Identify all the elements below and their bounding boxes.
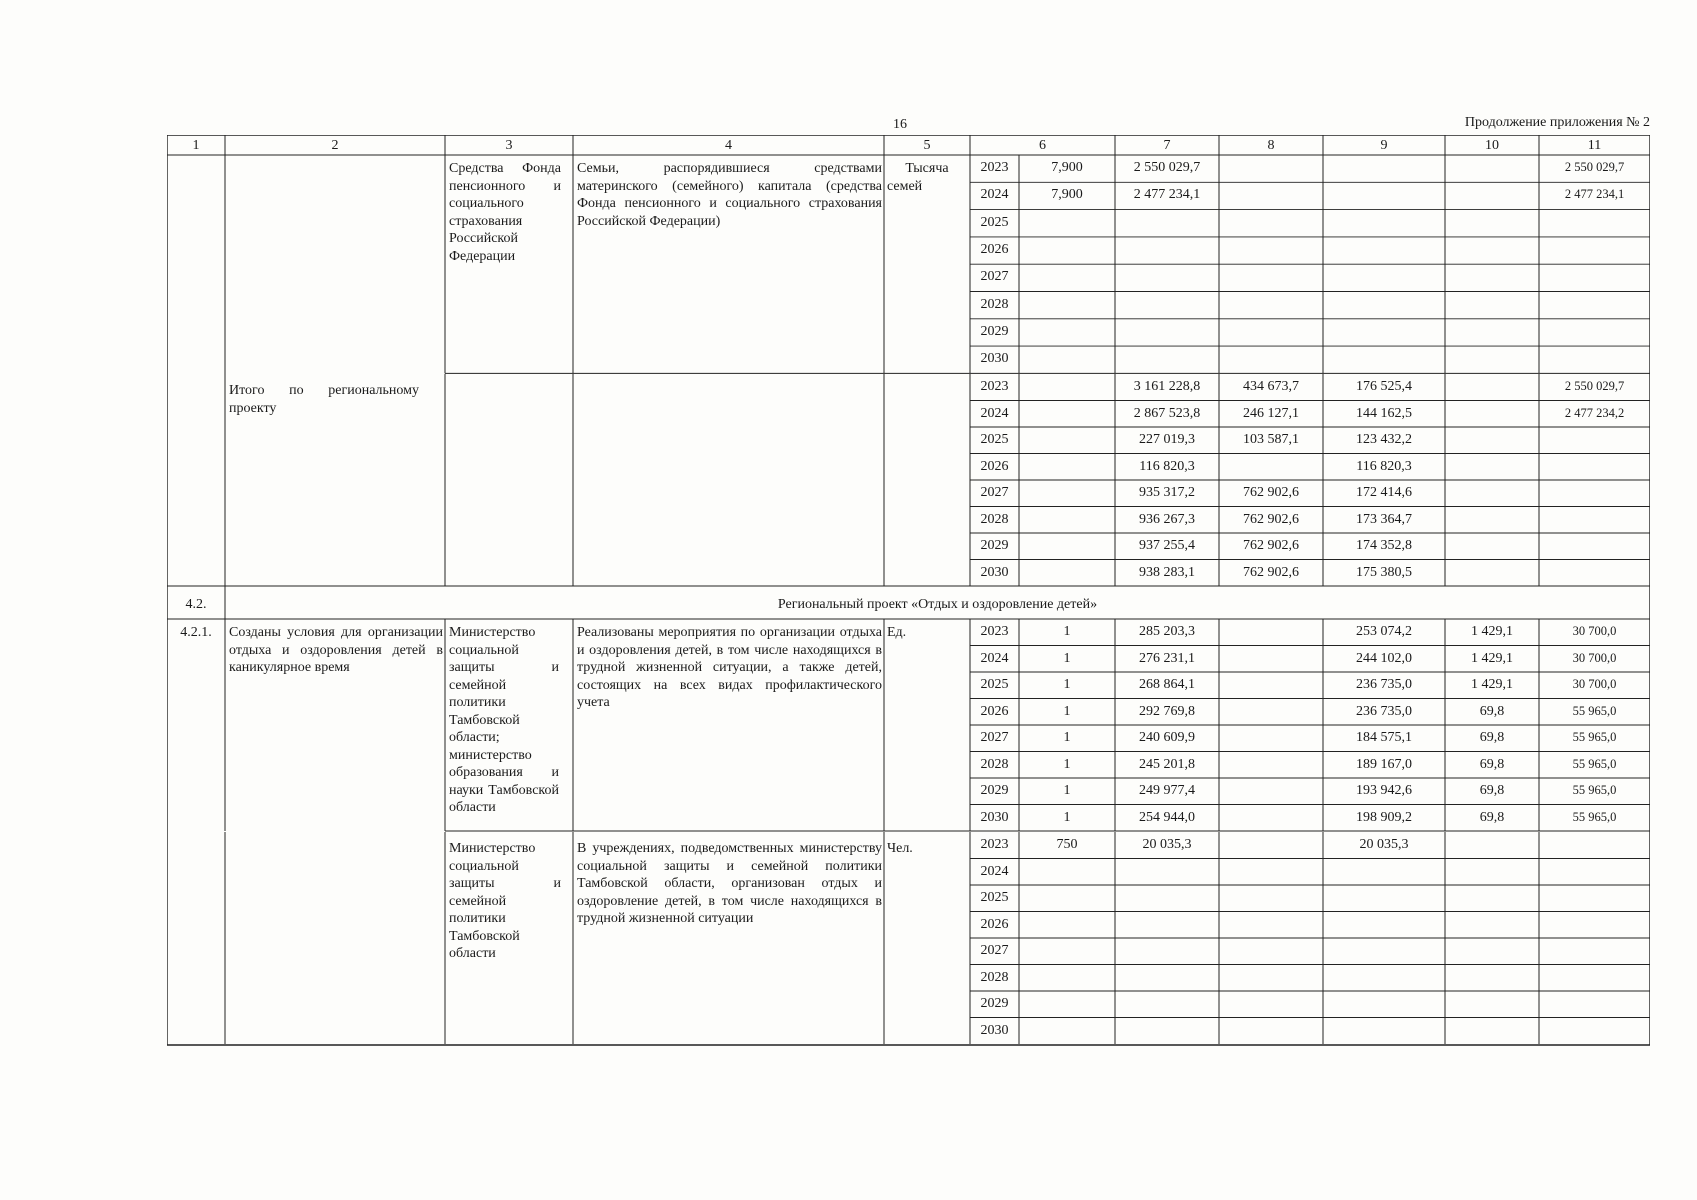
- value-cell-c7: 116 820,3: [1139, 458, 1195, 474]
- value-cell-c10: 69,8: [1479, 703, 1505, 719]
- value-cell-c8: 434 673,7: [1243, 379, 1299, 394]
- year-cell: 2023: [980, 837, 1009, 852]
- year-cell: 2025: [980, 432, 1009, 447]
- task-number: 4.2.1.: [180, 625, 212, 640]
- value-cell-c9: 20 035,3: [1359, 837, 1409, 852]
- header-col-8: 8: [1267, 138, 1275, 153]
- section-title: Региональный проект «Отдых и оздоровление детей»: [777, 597, 1098, 612]
- value-cell-c6: 1: [1063, 783, 1071, 798]
- rest-unit: Ед.: [887, 625, 907, 640]
- year-cell: 2027: [980, 943, 1009, 958]
- year-cell: 2026: [980, 916, 1009, 932]
- value-cell-c6: 1: [1063, 730, 1071, 745]
- header-col-11: 11: [1587, 138, 1602, 153]
- value-cell-c6: 1: [1063, 703, 1071, 719]
- value-cell-c6: 7,900: [1051, 187, 1083, 203]
- value-cell-c7: 935 317,2: [1139, 485, 1195, 500]
- header-col-9: 9: [1380, 138, 1388, 153]
- value-cell-c11: 30 700,0: [1572, 677, 1617, 691]
- value-cell-c7: 292 769,8: [1139, 703, 1195, 719]
- value-cell-c6: 1: [1063, 809, 1071, 825]
- value-cell-c11: 55 965,0: [1572, 730, 1617, 744]
- value-cell-c8: 762 902,6: [1243, 511, 1299, 527]
- table-grid-lines: [167, 135, 1650, 1052]
- value-cell-c7: 3 161 228,8: [1133, 379, 1201, 394]
- value-cell-c9: 116 820,3: [1356, 458, 1412, 474]
- value-cell-c8: 762 902,6: [1243, 485, 1299, 500]
- year-cell: 2023: [980, 624, 1009, 639]
- section-number: 4.2.: [185, 597, 207, 612]
- value-cell-c7: 2 477 234,1: [1133, 187, 1201, 203]
- value-cell-c9: 189 167,0: [1356, 756, 1412, 772]
- year-cell: 2026: [980, 703, 1009, 719]
- year-cell: 2024: [980, 863, 1009, 879]
- year-cell: 2023: [980, 379, 1009, 394]
- year-cell: 2024: [980, 405, 1009, 421]
- value-cell-c9: 253 074,2: [1356, 624, 1412, 639]
- rest-source: Министерство социальной защиты и семейной политики Тамбовской области; министерство образования и науки Тамбовской области: [449, 625, 559, 815]
- social-source: Министерство социальной защиты и семейной политики Тамбовской области: [449, 841, 561, 961]
- year-cell: 2025: [980, 890, 1009, 905]
- value-cell-c7: 2 867 523,8: [1133, 405, 1201, 421]
- year-cell: 2027: [980, 730, 1009, 745]
- value-cell-c11: 2 477 234,2: [1564, 405, 1625, 420]
- value-cell-c7: 20 035,3: [1142, 837, 1192, 852]
- value-cell-c11: 2 550 029,7: [1564, 160, 1625, 174]
- value-cell-c7: 938 283,1: [1139, 564, 1195, 580]
- value-cell-c9: 174 352,8: [1356, 538, 1412, 553]
- pension-fund-source: Средства Фонда пенсионного и социального страхования Российской Федерации: [449, 161, 561, 264]
- value-cell-c11: 55 965,0: [1572, 783, 1617, 797]
- rest-result: Реализованы мероприятия по организации отдыха и оздоровления детей, в том числе находящихся в трудной жизненной ситуации, а также детей, состоящих на всех видах профилактического учета: [577, 625, 882, 710]
- social-unit: Чел.: [887, 841, 913, 856]
- value-cell-c10: 1 429,1: [1471, 650, 1513, 666]
- value-cell-c10: 1 429,1: [1471, 677, 1513, 692]
- header-col-6: 6: [1039, 138, 1046, 153]
- value-cell-c7: 936 267,3: [1139, 511, 1195, 527]
- value-cell-c10: 69,8: [1479, 783, 1505, 798]
- year-cell: 2029: [980, 996, 1009, 1011]
- year-cell: 2025: [980, 214, 1009, 230]
- year-cell: 2029: [980, 783, 1009, 798]
- year-cell: 2029: [980, 323, 1009, 339]
- value-cell-c6: 7,900: [1051, 160, 1083, 175]
- year-cell: 2028: [980, 756, 1009, 772]
- year-cell: 2023: [980, 160, 1009, 175]
- value-cell-c7: 2 550 029,7: [1133, 160, 1201, 175]
- value-cell-c11: 55 965,0: [1572, 703, 1617, 718]
- regional-project-total-label: Итого по региональному проекту: [229, 383, 419, 416]
- header-col-10: 10: [1485, 138, 1499, 153]
- year-cell: 2030: [980, 1022, 1009, 1038]
- value-cell-c9: 144 162,5: [1356, 405, 1412, 421]
- value-cell-c9: 236 735,0: [1356, 703, 1412, 719]
- year-cell: 2025: [980, 677, 1009, 692]
- value-cell-c7: 249 977,4: [1139, 783, 1195, 798]
- value-cell-c7: 227 019,3: [1139, 432, 1195, 447]
- header-col-1: 1: [192, 138, 200, 153]
- year-cell: 2030: [980, 809, 1009, 825]
- page-number: 16: [893, 117, 907, 132]
- value-cell-c9: 172 414,6: [1356, 485, 1412, 500]
- value-cell-c11: 55 965,0: [1572, 756, 1617, 771]
- year-cell: 2029: [980, 538, 1009, 553]
- header-col-2: 2: [331, 138, 339, 153]
- value-cell-c9: 198 909,2: [1356, 809, 1412, 825]
- header-col-7: 7: [1163, 138, 1171, 153]
- header-col-5: 5: [923, 138, 931, 153]
- value-cell-c7: 240 609,9: [1139, 730, 1195, 745]
- year-cell: 2026: [980, 458, 1009, 474]
- value-cell-c7: 937 255,4: [1139, 538, 1195, 553]
- pension-fund-unit: Тысяча семей: [887, 161, 949, 194]
- pension-fund-result: Семьи, распорядившиеся средствами материнского (семейного) капитала (средства Фонда пенсионного и социального страхования Российской Федерации): [577, 161, 882, 229]
- value-cell-c7: 268 864,1: [1139, 677, 1195, 692]
- value-cell-c8: 762 902,6: [1243, 538, 1299, 553]
- year-cell: 2028: [980, 969, 1009, 985]
- value-cell-c11: 30 700,0: [1572, 650, 1617, 665]
- value-cell-c6: 1: [1063, 624, 1071, 639]
- year-cell: 2027: [980, 485, 1009, 500]
- value-cell-c10: 1 429,1: [1471, 624, 1513, 639]
- budget-table: [167, 135, 1650, 1052]
- value-cell-c10: 69,8: [1479, 730, 1505, 745]
- year-cell: 2028: [980, 296, 1009, 312]
- value-cell-c8: 103 587,1: [1243, 432, 1299, 447]
- task-description: Созданы условия для организации отдыха и оздоровления детей в каникулярное время: [229, 625, 443, 675]
- value-cell-c9: 176 525,4: [1356, 379, 1412, 394]
- header-col-3: 3: [505, 138, 513, 153]
- value-cell-c8: 762 902,6: [1243, 564, 1299, 580]
- year-cell: 2028: [980, 511, 1009, 527]
- value-cell-c9: 193 942,6: [1356, 783, 1412, 798]
- value-cell-c9: 123 432,2: [1356, 432, 1412, 447]
- value-cell-c11: 55 965,0: [1572, 809, 1617, 824]
- value-cell-c9: 173 364,7: [1356, 511, 1412, 527]
- value-cell-c6: 750: [1056, 837, 1078, 852]
- value-cell-c6: 1: [1063, 756, 1071, 772]
- value-cell-c9: 184 575,1: [1356, 730, 1412, 745]
- value-cell-c6: 1: [1063, 650, 1071, 666]
- value-cell-c11: 2 550 029,7: [1564, 379, 1625, 393]
- year-cell: 2024: [980, 187, 1009, 203]
- year-cell: 2024: [980, 650, 1009, 666]
- appendix-continuation-note: Продолжение приложения № 2: [1464, 115, 1650, 130]
- year-cell: 2026: [980, 241, 1009, 257]
- year-cell: 2030: [980, 351, 1009, 367]
- year-cell: 2027: [980, 269, 1009, 285]
- value-cell-c9: 175 380,5: [1356, 564, 1412, 580]
- value-cell-c7: 254 944,0: [1139, 809, 1195, 825]
- value-cell-c7: 245 201,8: [1139, 756, 1195, 772]
- year-cell: 2030: [980, 564, 1009, 580]
- value-cell-c8: 246 127,1: [1243, 405, 1299, 421]
- value-cell-c9: 236 735,0: [1356, 677, 1412, 692]
- value-cell-c6: 1: [1063, 677, 1071, 692]
- value-cell-c10: 69,8: [1479, 809, 1505, 825]
- value-cell-c7: 285 203,3: [1139, 624, 1195, 639]
- social-result: В учреждениях, подведомственных министерству социальной защиты и семейной политики Тамбовской области, организован отдых и оздоровление детей, в том числе находящихся в трудной жизненной ситуации: [577, 841, 882, 926]
- value-cell-c10: 69,8: [1479, 756, 1505, 772]
- value-cell-c7: 276 231,1: [1139, 650, 1195, 666]
- header-col-4: 4: [725, 138, 732, 153]
- value-cell-c9: 244 102,0: [1356, 650, 1412, 666]
- value-cell-c11: 2 477 234,1: [1564, 187, 1625, 202]
- value-cell-c11: 30 700,0: [1572, 624, 1617, 638]
